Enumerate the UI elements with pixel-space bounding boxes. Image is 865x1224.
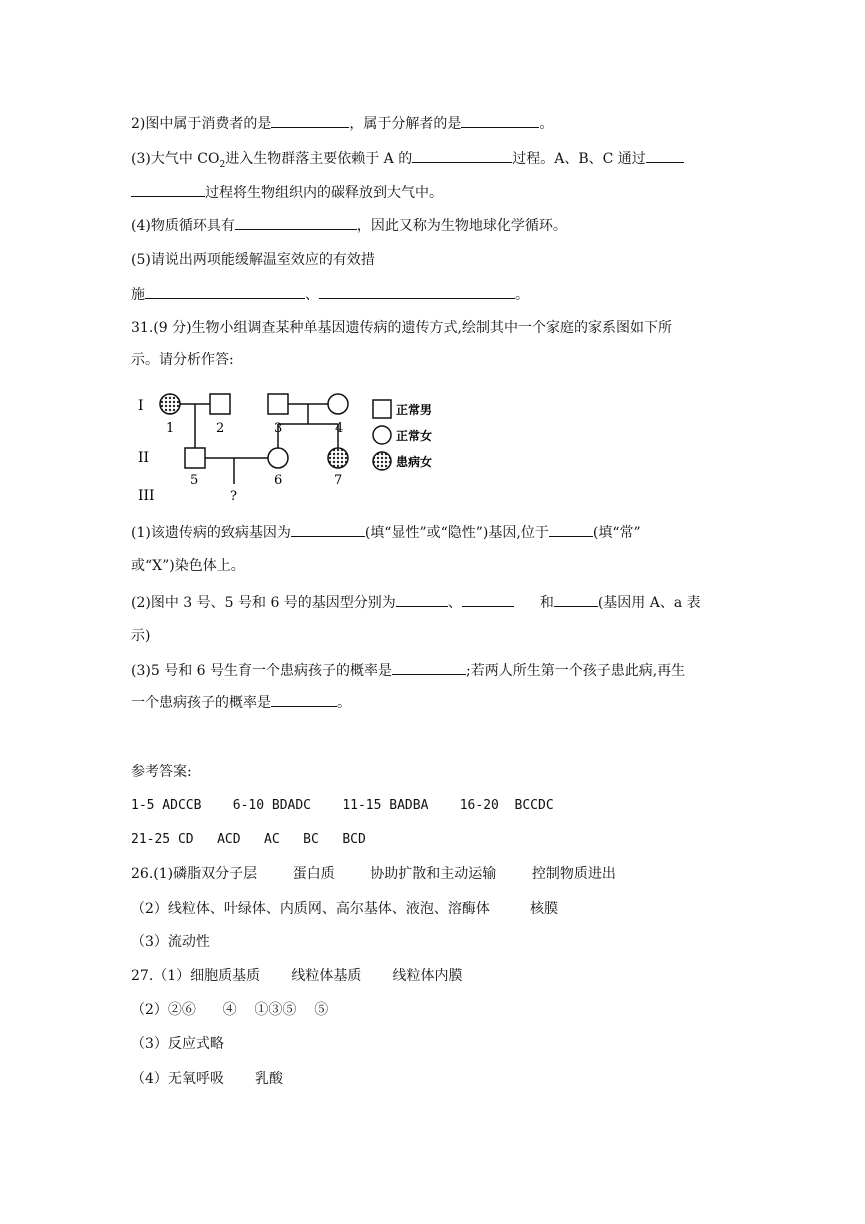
answer-blank[interactable]: [271, 113, 349, 128]
text: 。: [337, 695, 351, 711]
answers-q27-4: [131, 1069, 283, 1089]
individual-5-male: [185, 448, 205, 468]
text: 21-25 CD ACD AC BC BCD: [131, 832, 366, 847]
q31-sub2: [131, 592, 701, 613]
q30-part5: [131, 250, 375, 270]
answer-blank[interactable]: [412, 148, 512, 163]
text: 1-5 ADCCB 6-10 BDADC 11-15 BADBA 16-20 BCCDC: [131, 798, 554, 813]
subscript: 2: [219, 159, 226, 170]
text: 。: [515, 287, 529, 303]
legend-normal-male: 正常男: [396, 403, 433, 417]
text: （3）流动性: [131, 934, 210, 950]
pedigree-chart: [128, 388, 488, 508]
individual-label-1: 1: [166, 421, 175, 436]
text: 过程。A、B、C 通过: [512, 151, 646, 167]
q31-sub1-cont: [131, 556, 245, 576]
individual-label-4: 4: [335, 421, 344, 436]
individual-label-5: 5: [190, 473, 199, 488]
individual-label-unknown: ?: [230, 489, 237, 504]
individual-label-6: 6: [274, 473, 283, 488]
text: 27.（1）细胞质基质 线粒体基质 线粒体内膜: [131, 968, 463, 984]
individual-1-affected-female: [160, 394, 180, 414]
individual-7-affected-female: [328, 448, 348, 468]
legend-normal-female: 正常女: [396, 429, 433, 443]
answer-blank[interactable]: [271, 692, 337, 707]
answers-q27-2: [131, 1000, 328, 1020]
q30-part5-cont: [131, 284, 529, 305]
text: 和: [539, 595, 554, 611]
text: (4)物质循环具有: [131, 218, 235, 234]
answer-blank[interactable]: [319, 284, 515, 299]
text: 进入生物群落主要依赖于 A 的: [225, 151, 413, 167]
text: 31.(9 分)生物小组调查某种单基因遗传病的遗传方式,绘制其中一个家庭的家系图如下所: [131, 320, 672, 336]
text: 、: [305, 287, 319, 303]
individual-3-male: [268, 394, 288, 414]
individual-label-7: 7: [334, 473, 343, 488]
q31-intro: [131, 318, 672, 338]
answer-blank[interactable]: [461, 113, 539, 128]
text: 参考答案:: [131, 764, 192, 780]
q30-part3: [131, 148, 684, 175]
generation-label-3: III: [138, 488, 155, 504]
legend-affected-female: 患病女: [396, 455, 433, 469]
generation-label-2: II: [138, 450, 150, 466]
answers-q26-3: [131, 932, 210, 952]
text: 一个患病孩子的概率是: [131, 695, 271, 711]
text: 施: [131, 287, 145, 303]
answers-q26-1: [131, 864, 616, 884]
text: （3）反应式略: [131, 1036, 224, 1052]
generation-label-1: I: [138, 398, 144, 414]
answers-q27-3: [131, 1034, 224, 1054]
q31-sub2-cont: [131, 626, 150, 646]
answer-blank[interactable]: [646, 148, 684, 163]
individual-2-male: [210, 394, 230, 414]
text: (填“显性”或“隐性”)基因,位于: [364, 525, 549, 541]
legend-male-symbol: [373, 400, 391, 418]
answer-blank[interactable]: [549, 522, 593, 537]
answer-blank[interactable]: [392, 660, 466, 675]
text: 。: [539, 116, 554, 132]
text: （2）线粒体、叶绿体、内质网、高尔基体、液泡、溶酶体 核膜: [131, 901, 558, 917]
text: （2）②⑥ ④ ①③⑤ ⑤: [131, 1002, 329, 1018]
legend-affected-female-symbol: [373, 452, 391, 470]
answer-blank[interactable]: [396, 592, 448, 607]
text: (填“常”: [592, 525, 641, 541]
text: ，属于分解者的是: [349, 116, 462, 132]
individual-6-female: [268, 448, 288, 468]
text: 示。请分析作答:: [131, 352, 234, 368]
legend-female-symbol: [373, 426, 391, 444]
text: （4）无氧呼吸 乳酸: [131, 1071, 284, 1087]
text: 2)图中属于消费者的是: [131, 116, 272, 132]
answers-q27-1: [131, 966, 462, 986]
text: 26.(1)磷脂双分子层 蛋白质 协助扩散和主动运输 控制物质进出: [131, 866, 616, 882]
text: 或“X”)染色体上。: [131, 558, 245, 574]
answer-blank[interactable]: [131, 182, 205, 197]
answer-blank[interactable]: [554, 592, 598, 607]
text: 示): [131, 628, 151, 644]
q31-sub3-cont: [131, 692, 351, 713]
individual-label-3: 3: [274, 421, 283, 436]
text: ;若两人所生第一个孩子患此病,再生: [466, 663, 686, 679]
text: (1)该遗传病的致病基因为: [131, 525, 291, 541]
answer-blank[interactable]: [291, 522, 365, 537]
answer-blank[interactable]: [145, 284, 305, 299]
text: (3)5 号和 6 号生育一个患病孩子的概率是: [131, 663, 392, 679]
q31-sub3: [131, 660, 685, 681]
individual-label-2: 2: [216, 421, 225, 436]
text: (2)图中 3 号、5 号和 6 号的基因型分别为: [131, 595, 396, 611]
text: (5)请说出两项能缓解温室效应的有效措: [131, 252, 375, 268]
individual-4-female: [328, 394, 348, 414]
answer-blank[interactable]: [462, 592, 514, 607]
answers-title: [131, 762, 192, 782]
text: 过程将生物组织内的碳释放到大气中。: [205, 185, 443, 201]
text: 、: [447, 595, 462, 611]
answers-row-2: [131, 830, 366, 850]
text: (3)大气中 CO: [131, 151, 220, 167]
text: ，因此又称为生物地球化学循环。: [356, 218, 567, 234]
q30-part3-cont: [131, 182, 443, 203]
text: (基因用 A、a 表: [597, 595, 701, 611]
answers-q26-2: [131, 899, 558, 919]
answer-blank[interactable]: [235, 215, 357, 230]
q31-intro-cont: [131, 350, 234, 370]
answers-row-1: [131, 796, 554, 816]
q30-part2: [131, 113, 553, 134]
q31-sub1: [131, 522, 641, 543]
q30-part4: [131, 215, 567, 236]
